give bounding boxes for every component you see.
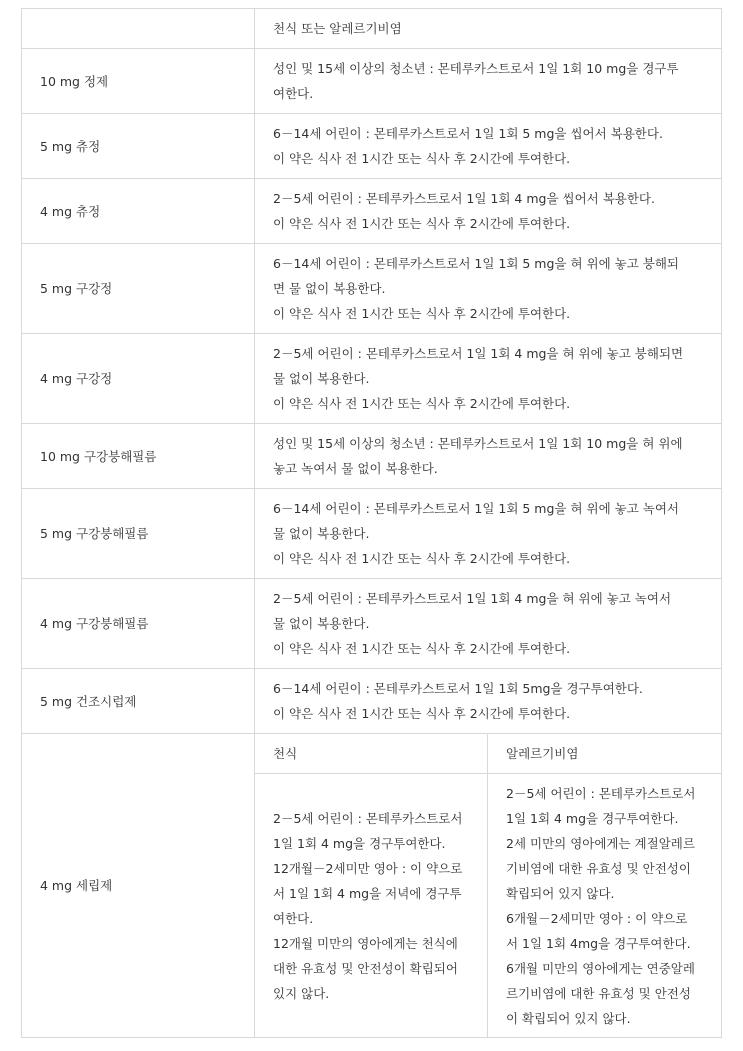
dosage-form-cell: 5 mg 구강정 (22, 244, 255, 334)
instruction-line: 이 약은 식사 전 1시간 또는 식사 후 2시간에 투여한다. (273, 551, 571, 566)
instruction-line: 여한다. (273, 910, 314, 926)
table-row (22, 114, 722, 179)
dosage-form-cell: 4 mg 구강정 (22, 334, 255, 424)
table-row (22, 244, 722, 334)
instruction-line: 6개월 미만의 영아에게는 연중알레 (506, 960, 695, 976)
instruction-line: 물 없이 복용한다. (273, 616, 370, 631)
table-row (22, 669, 722, 734)
rhinitis-instruction-cell (488, 774, 722, 1038)
header-indication: 천식 또는 알레르기비염 (255, 9, 722, 49)
instruction-line: 성인 및 15세 이상의 청소년 : 몬테루카스트로서 1일 1회 10 mg을 경구투 (273, 61, 679, 76)
granules-header-row (22, 734, 722, 774)
asthma-instruction-cell (255, 774, 488, 1038)
dosage-form-cell: 10 mg 정제 (22, 49, 255, 114)
table-row (22, 334, 722, 424)
instruction-line: 여한다. (273, 86, 314, 101)
instruction-line: 이 약은 식사 전 1시간 또는 식사 후 2시간에 투여한다. (273, 641, 571, 656)
instruction-line: 2－5세 어린이 : 몬테루카스트로서 1일 1회 4 mg을 혀 위에 놓고 붕해되면 (273, 346, 684, 361)
instruction-line: 2－5세 어린이 : 몬테루카스트로서 1일 1회 4 mg을 혀 위에 놓고 녹여서 (273, 591, 672, 606)
dosage-form-cell: 4 mg 츄정 (22, 179, 255, 244)
instruction-line: 6－14세 어린이 : 몬테루카스트로서 1일 1회 5 mg을 혀 위에 놓고 붕해되 (273, 256, 679, 271)
instruction-line: 서 1일 1회 4mg을 경구투여한다. (506, 935, 691, 951)
instruction-line: 1일 1회 4 mg을 경구투여한다. (273, 835, 446, 851)
instruction-line: 이 약은 식사 전 1시간 또는 식사 후 2시간에 투여한다. (273, 151, 571, 166)
instruction-line: 있지 않다. (273, 985, 330, 1001)
dosage-instruction-cell (255, 179, 722, 244)
instruction-line: 기비염에 대한 유효성 및 안전성이 (506, 860, 691, 876)
instruction-line: 1일 1회 4 mg을 경구투여한다. (506, 810, 679, 826)
table-row (22, 49, 722, 114)
instruction-line: 2－5세 어린이 : 몬테루카스트로서 (273, 810, 463, 826)
dosage-form-cell: 5 mg 츄정 (22, 114, 255, 179)
instruction-line: 물 없이 복용한다. (273, 526, 370, 541)
dosage-form-cell: 5 mg 건조시럽제 (22, 669, 255, 734)
instruction-line: 2－5세 어린이 : 몬테루카스트로서 1일 1회 4 mg을 씹어서 복용한다. (273, 191, 655, 206)
header-empty-cell (22, 9, 255, 49)
dosage-form-cell: 5 mg 구강붕해필름 (22, 489, 255, 579)
dosage-table (21, 8, 722, 1038)
instruction-line: 대한 유효성 및 안전성이 확립되어 (273, 960, 458, 976)
dosage-instruction-cell (255, 579, 722, 669)
instruction-line: 면 물 없이 복용한다. (273, 281, 386, 296)
dosage-instruction-cell (255, 669, 722, 734)
dosage-instruction-cell (255, 49, 722, 114)
instruction-line: 성인 및 15세 이상의 청소년 : 몬테루카스트로서 1일 1회 10 mg을 혀 위에 (273, 436, 683, 451)
instruction-line: 이 약은 식사 전 1시간 또는 식사 후 2시간에 투여한다. (273, 706, 571, 721)
instruction-line: 물 없이 복용한다. (273, 371, 370, 386)
dosage-instruction-cell (255, 334, 722, 424)
table-row (22, 424, 722, 489)
instruction-line: 서 1일 1회 4 mg을 저녁에 경구투 (273, 885, 462, 901)
instruction-line: 2－5세 어린이 : 몬테루카스트로서 (506, 785, 696, 801)
instruction-line: 이 약은 식사 전 1시간 또는 식사 후 2시간에 투여한다. (273, 216, 571, 231)
dosage-instruction-cell (255, 424, 722, 489)
instruction-line: 이 약은 식사 전 1시간 또는 식사 후 2시간에 투여한다. (273, 396, 571, 411)
table-row (22, 579, 722, 669)
table-row (22, 489, 722, 579)
instruction-line: 이 확립되어 있지 않다. (506, 1010, 631, 1026)
instruction-line: 확립되어 있지 않다. (506, 885, 615, 901)
instruction-line: 6－14세 어린이 : 몬테루카스트로서 1일 1회 5 mg을 혀 위에 놓고 녹여서 (273, 501, 679, 516)
asthma-header: 천식 (255, 734, 488, 774)
instruction-line: 6개월－2세미만 영아 : 이 약으로 (506, 910, 688, 926)
dosage-instruction-cell (255, 114, 722, 179)
instruction-line: 12개월 미만의 영아에게는 천식에 (273, 935, 458, 951)
dosage-form-cell: 10 mg 구강붕해필름 (22, 424, 255, 489)
dosage-form-cell: 4 mg 세립제 (22, 734, 255, 1038)
instruction-line: 이 약은 식사 전 1시간 또는 식사 후 2시간에 투여한다. (273, 306, 571, 321)
dosage-instruction-cell (255, 244, 722, 334)
instruction-line: 르기비염에 대한 유효성 및 안전성 (506, 985, 691, 1001)
table-row (22, 179, 722, 244)
instruction-line: 6－14세 어린이 : 몬테루카스트로서 1일 1회 5mg을 경구투여한다. (273, 681, 643, 696)
header-row (22, 9, 722, 49)
instruction-line: 놓고 녹여서 물 없이 복용한다. (273, 461, 438, 476)
instruction-line: 6－14세 어린이 : 몬테루카스트로서 1일 1회 5 mg을 씹어서 복용한다. (273, 126, 663, 141)
instruction-line: 12개월－2세미만 영아 : 이 약으로 (273, 860, 463, 876)
dosage-form-cell: 4 mg 구강붕해필름 (22, 579, 255, 669)
dosage-instruction-cell (255, 489, 722, 579)
instruction-line: 2세 미만의 영아에게는 계절알레르 (506, 835, 695, 851)
rhinitis-header: 알레르기비염 (488, 734, 722, 774)
